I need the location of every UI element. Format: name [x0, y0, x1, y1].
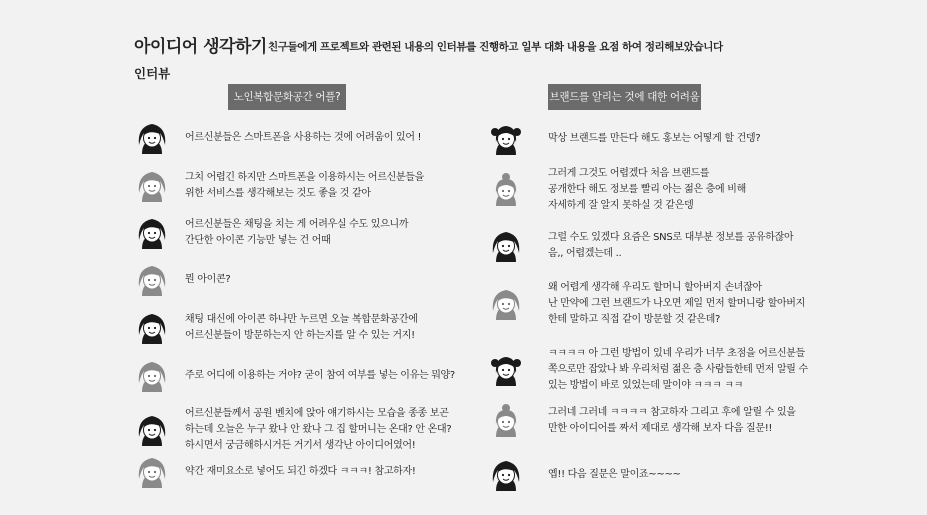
light-girl-icon: [136, 359, 168, 393]
conversation-line: [136, 169, 424, 203]
conversation-line: [136, 406, 451, 454]
dialogue-text: 그럴 수도 있겠다 요즘은 SNS로 대부분 정보를 공유하잖아 음,, 어렵겠는데 ..: [548, 232, 794, 259]
left-topic-tag: 노인복합문화공간 어플?: [228, 84, 346, 110]
page-title: 아이디어 생각하기: [134, 37, 267, 57]
dialogue-text: ㅋㅋㅋㅋ 아 그런 방법이 있네 우리가 너무 초점을 어르신분들 쪽으로만 잡았나 봐 우리처럼 젊은 층 사람들한테 먼저 알릴 수 있는 방법이 바로 있었는데 말이야 ㅋㅋㅋ ㅋㅋ: [548, 348, 808, 391]
light-bun-girl-icon: [490, 173, 522, 207]
light-bun-girl-icon: [490, 404, 522, 438]
conversation-line: [490, 404, 796, 438]
conversation-line: [490, 229, 793, 263]
conversation-line: [136, 263, 230, 297]
dialogue-text: 어르신분들은 채팅을 치는 게 어려우실 수도 있으니까 간단한 아이콘 기능만 넣는 건 어때: [185, 219, 409, 246]
dialogue-text: 왜 어렵게 생각해 우리도 할머니 할아버지 손녀잖아 난 만약에 그런 브랜드가 나오면 제일 먼저 할머니랑 할아버지 한테 말하고 직접 같이 방문할 것 같은데?: [548, 282, 806, 325]
conversation-line: [490, 166, 746, 214]
dark-bun-girl-icon: [490, 353, 522, 387]
dialogue-text: 뭔 아이콘?: [185, 274, 231, 285]
conversation-line: [490, 458, 681, 492]
dialogue-text: 약간 재미요소로 넣어도 되긴 하겠다 ㅋㅋㅋ! 참고하자!: [185, 466, 416, 477]
conversation-line: [136, 455, 416, 489]
dialogue-text: 어르신분들은 스마트폰을 사용하는 것에 어려움이 있어 !: [185, 132, 422, 143]
conversation-line: [136, 216, 408, 250]
dark-girl-icon: [136, 311, 168, 345]
dark-bun-girl-icon: [490, 122, 522, 156]
dialogue-text: 주로 어디에 이용하는 거야? 굳이 참여 여부를 넣는 이유는 뭐양?: [185, 370, 455, 381]
dialogue-text: 그치 어렵긴 하지만 스마트폰을 이용하시는 어르신분들을 위한 서비스를 생각해보는 것도 좋을 것 같아: [185, 172, 425, 199]
dark-girl-icon: [136, 121, 168, 155]
section-heading: 인터뷰: [134, 66, 171, 81]
light-girl-icon: [136, 169, 168, 203]
dialogue-text: 어르신분들께서 공원 벤치에 앉아 얘기하시는 모습을 종종 보곤 하는데 오늘은 누구 왔나 안 왔나 그 집 할머니는 온대? 안 온대? 하시면서 궁금해하시거든 거기서 생각난 아이디어였어!: [185, 408, 452, 451]
dark-girl-icon: [490, 229, 522, 263]
dark-girl-icon: [136, 413, 168, 447]
page-subtitle: 친구들에게 프로젝트와 관련된 내용의 인터뷰를 진행하고 일부 대화 내용을 요점 하여 정리해보았습니다: [268, 41, 723, 53]
conversation-line: [490, 280, 805, 328]
dialogue-text: 막상 브랜드를 만든다 해도 홍보는 어떻게 할 건뎅?: [548, 133, 761, 144]
conversation-line: [490, 346, 808, 394]
conversation-line: [490, 122, 760, 156]
light-girl-icon: [490, 287, 522, 321]
light-girl-icon: [136, 455, 168, 489]
light-girl-icon: [136, 263, 168, 297]
right-topic-tag: 브랜드를 알리는 것에 대한 어려움: [548, 84, 701, 110]
dialogue-text: 옙!! 다음 질문은 말이죠~~~~: [548, 469, 681, 480]
dialogue-text: 그러네 그러네 ㅋㅋㅋㅋ 참고하자 그리고 후에 알릴 수 있을 만한 아이디어를 짜서 제대로 생각해 보자 다음 질문!!: [548, 407, 796, 434]
dialogue-text: 그러게 그것도 어렵겠다 처음 브랜드를 공개한다 해도 정보를 빨리 아는 젊은 층에 비해 자세하게 잘 알지 못하실 것 같은뎅: [548, 168, 746, 211]
dark-girl-icon: [490, 458, 522, 492]
conversation-line: [136, 311, 418, 345]
conversation-line: [136, 121, 421, 155]
conversation-line: [136, 359, 455, 393]
dialogue-text: 채팅 대신에 아이콘 하나만 누르면 오늘 복합문화공간에 어르신분들이 방문하는지 안 하는지를 알 수 있는 거지!: [185, 314, 418, 341]
dark-girl-icon: [136, 216, 168, 250]
